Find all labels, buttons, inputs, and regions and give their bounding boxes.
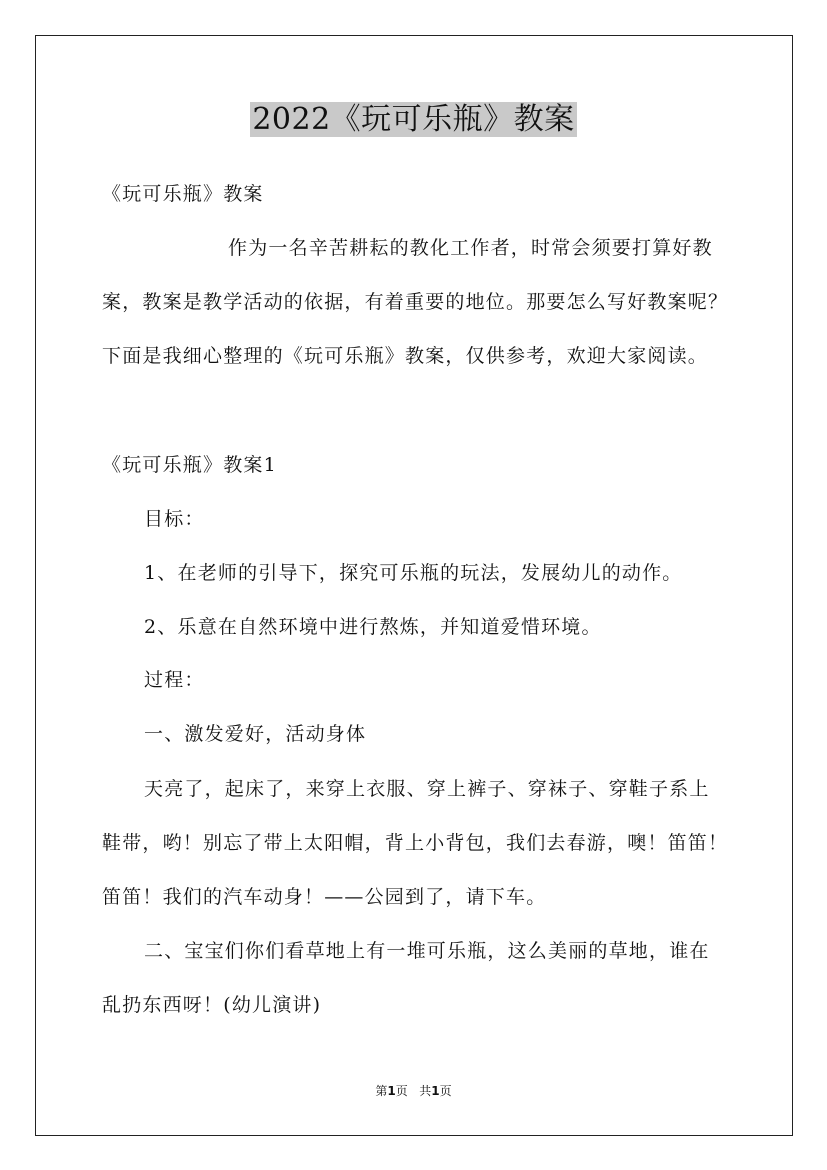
body-line: 天亮了，起床了，来穿上衣服、穿上裤子、穿袜子、穿鞋子系上: [144, 778, 710, 800]
page-total-suffix: 页: [439, 1084, 452, 1098]
body-line: 目标：: [144, 508, 205, 530]
page-number-prefix: 第: [375, 1084, 388, 1098]
intro-line-1: 作为一名辛苦耕耘的教化工作者，时常会须要打算好教: [228, 237, 713, 259]
body-line: 1、在老师的引导下，探究可乐瓶的玩法，发展幼儿的动作。: [144, 562, 683, 584]
document-title: 2022《玩可乐瓶》教案: [252, 102, 575, 137]
document-title-block: [0, 98, 827, 142]
section-heading: 《玩可乐瓶》教案1: [102, 454, 277, 476]
page-total-prefix: 共: [419, 1084, 432, 1098]
body-line: 乱扔东西呀！(幼儿演讲): [102, 994, 322, 1016]
page-number-suffix: 页: [395, 1084, 408, 1098]
intro-line-2: 案，教案是教学活动的依据，有着重要的地位。那要怎么写好教案呢？: [102, 291, 729, 313]
subtitle: 《玩可乐瓶》教案: [102, 183, 264, 205]
page-number-current: 1: [387, 1084, 396, 1098]
body-line: 过程：: [144, 669, 205, 691]
body-line: 二、宝宝们你们看草地上有一堆可乐瓶，这么美丽的草地，谁在: [144, 940, 710, 962]
page-footer: [0, 1083, 827, 1099]
body-line: 笛笛！我们的汽车动身！——公园到了，请下车。: [102, 886, 547, 908]
intro-line-3: 下面是我细心整理的《玩可乐瓶》教案，仅供参考，欢迎大家阅读。: [102, 345, 709, 367]
body-line: 鞋带，哟！别忘了带上太阳帽，背上小背包，我们去春游，噢！笛笛！: [102, 832, 729, 854]
page-total: 1: [431, 1084, 440, 1098]
body-line: 2、乐意在自然环境中进行熬炼，并知道爱惜环境。: [144, 616, 602, 638]
body-line: 一、激发爱好，活动身体: [144, 723, 367, 745]
